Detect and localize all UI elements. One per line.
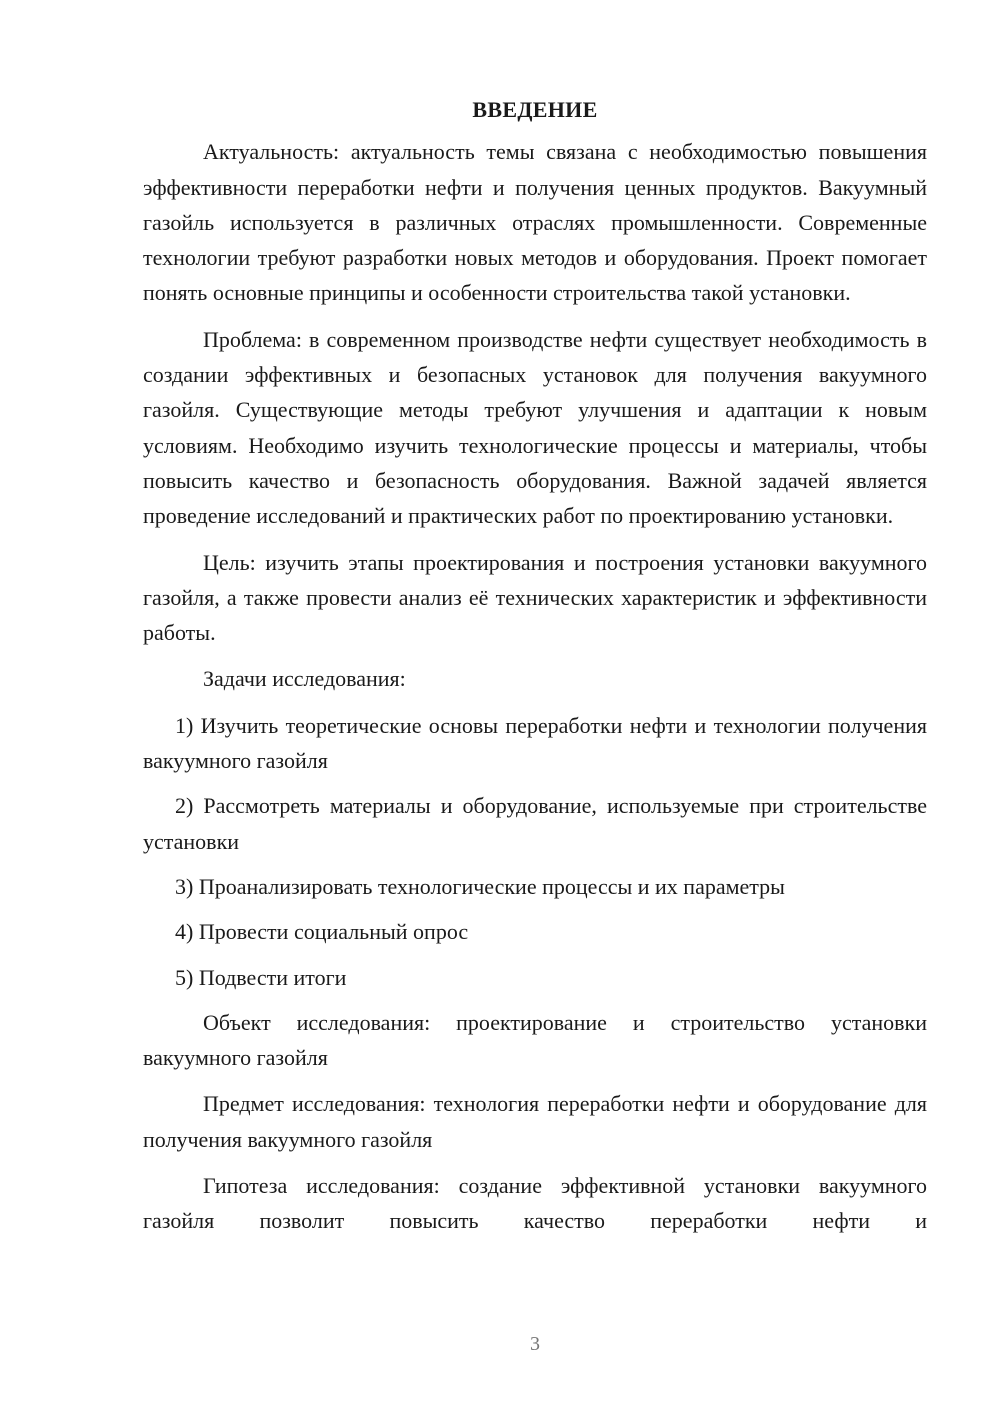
paragraph-hypothesis: Гипотеза исследования: создание эффективной установки вакуумного газойля позволит повысить качество переработки нефти и bbox=[143, 1173, 927, 1234]
paragraph-object: Объект исследования: проектирование и строительство установки вакуумного газойля bbox=[143, 1009, 927, 1071]
list-item: 3) Проанализировать технологические процессы и их параметры bbox=[175, 873, 785, 899]
page-number: 3 bbox=[530, 1333, 540, 1355]
paragraph-relevance: Актуальность: актуальность темы связана с необходимостью повышения эффективности переработки нефти и получения ценных продуктов. Вакуумный газойль используется в различных отраслях промышленности. Современные технологии требуют разработки новых методов и оборудования. Проект помогает понять основные принципы и особенности строительства такой установки. bbox=[143, 139, 927, 306]
list-item: 1) Изучить теоретические основы переработки нефти и технологии получения вакуумного газойля bbox=[143, 712, 927, 774]
paragraph-subject: Предмет исследования: технология переработки нефти и оборудование для получения вакуумного газойля bbox=[143, 1091, 927, 1152]
list-item: 4) Провести социальный опрос bbox=[175, 919, 469, 945]
document-body bbox=[143, 92, 927, 1250]
list-item: 5) Подвести итоги bbox=[175, 964, 347, 990]
paragraph-goal: Цель: изучить этапы проектирования и построения установки вакуумного газойля, а также провести анализ её технических характеристик и эффективности работы. bbox=[143, 549, 927, 646]
document-title: ВВЕДЕНИЕ bbox=[472, 97, 598, 122]
tasks-heading: Задачи исследования: bbox=[203, 666, 406, 692]
paragraph-problem: Проблема: в современном производстве нефти существует необходимость в создании эффективных и безопасных установок для получения вакуумного газойля. Существующие методы требуют улучшения и адаптации к новым условиям. Необходимо изучить технологические процессы и материалы, чтобы повысить качество и безопасность оборудования. Важной задачей является проведение исследований и практических работ по проектированию установки. bbox=[143, 326, 927, 529]
tasks-list bbox=[143, 708, 927, 995]
list-item: 2) Рассмотреть материалы и оборудование, используемые при строительстве установки bbox=[143, 793, 927, 854]
